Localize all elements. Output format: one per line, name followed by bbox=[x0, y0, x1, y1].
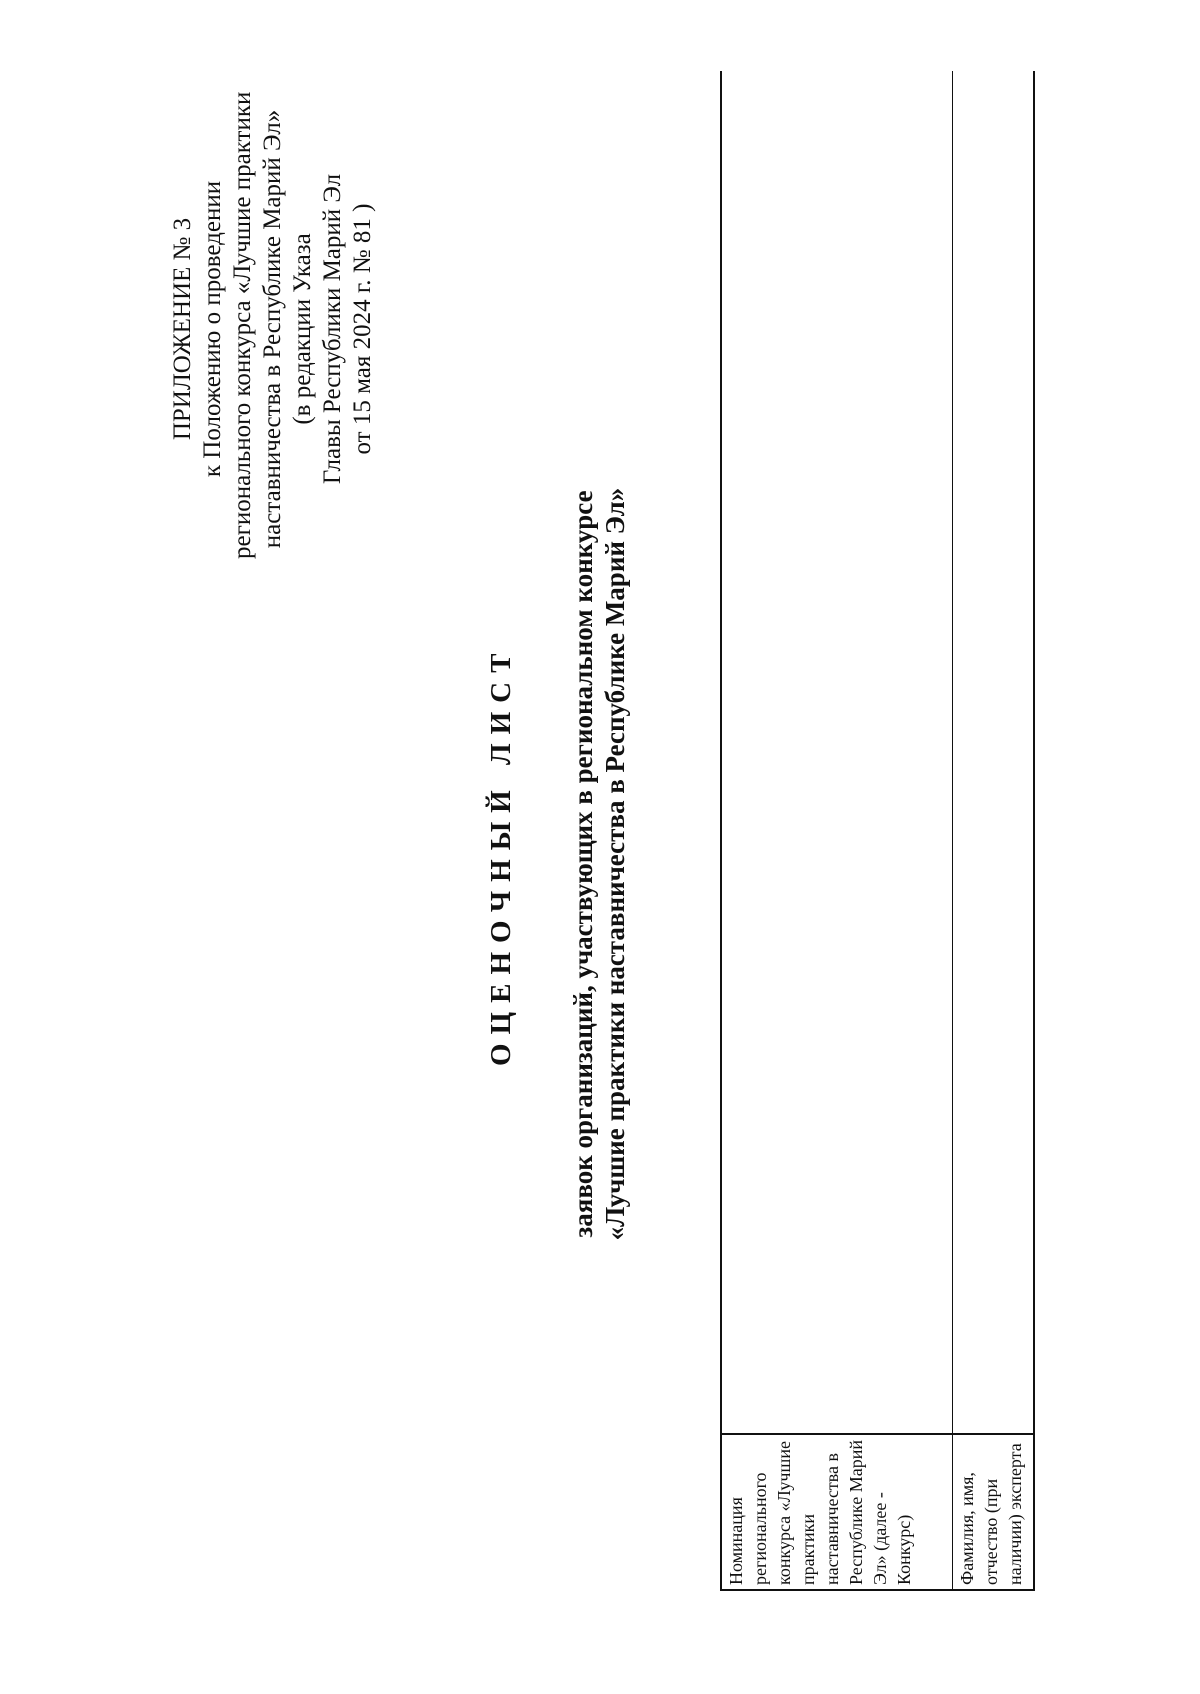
appendix-line: Главы Республики Марий Эл bbox=[319, 173, 346, 485]
subtitle-line: заявок организаций, участвующих в региональном конкурсе bbox=[568, 490, 598, 1238]
appendix-header bbox=[168, 91, 378, 559]
appendix-line: (в редакции Указа bbox=[289, 233, 316, 425]
nomination-value-cell[interactable] bbox=[721, 71, 953, 1434]
appendix-line: наставничества в Республике Марий Эл» bbox=[259, 109, 286, 549]
expert-name-value-cell[interactable] bbox=[953, 71, 1035, 1434]
appendix-line: регионального конкурса «Лучшие практики bbox=[229, 91, 256, 559]
document-title: ОЦЕНОЧНЫЙ ЛИСТ bbox=[485, 644, 517, 1066]
table-row-nomination bbox=[721, 71, 953, 1590]
appendix-line: от 15 мая 2024 г. № 81 ) bbox=[349, 203, 376, 455]
appendix-line: к Положению о проведении bbox=[199, 180, 226, 478]
document-subtitle bbox=[567, 384, 631, 1344]
table-row-expert bbox=[953, 71, 1035, 1590]
expert-name-label: Фамилия, имя, отчество (при наличии) эксперта bbox=[953, 1434, 1035, 1590]
subtitle-line: «Лучшие практики наставничества в Республике Марий Эл» bbox=[600, 487, 630, 1241]
nomination-label: Номинация регионального конкурса «Лучшие практики наставничества в Республике Марий Эл» (далее - Конкурс) bbox=[721, 1434, 953, 1590]
appendix-line: ПРИЛОЖЕНИЕ № 3 bbox=[169, 217, 196, 441]
evaluation-form-table bbox=[720, 71, 1035, 1591]
